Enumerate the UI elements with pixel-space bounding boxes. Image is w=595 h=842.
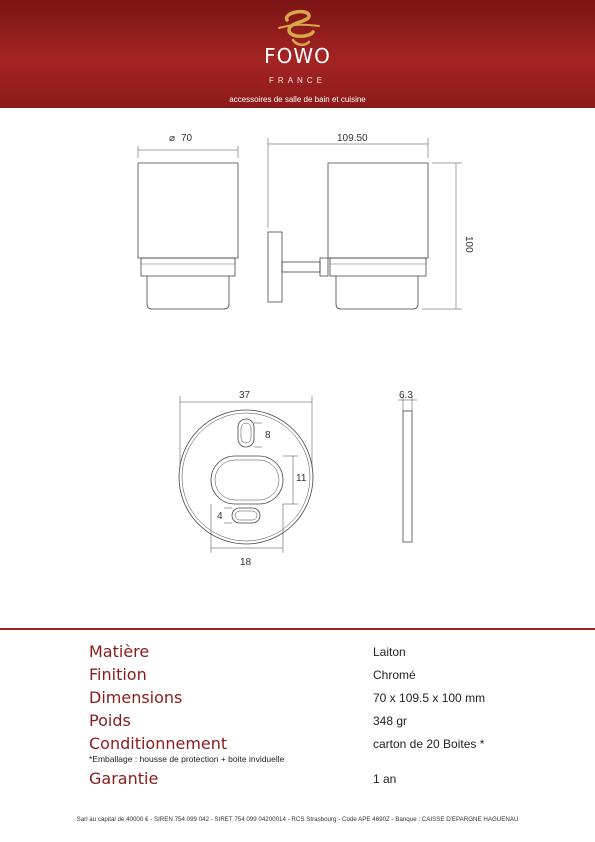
technical-drawing bbox=[0, 108, 595, 628]
spec-value-conditionnement: carton de 20 Boites * bbox=[373, 737, 485, 751]
brand-name: FOWO bbox=[264, 44, 331, 68]
spec-label-conditionnement: Conditionnement bbox=[89, 734, 228, 753]
spec-label-garantie: Garantie bbox=[89, 769, 159, 788]
dim-plate-thickness: 6.3 bbox=[399, 390, 413, 401]
dim-plate-width: 37 bbox=[239, 390, 251, 401]
spec-value-finition: Chromé bbox=[373, 668, 416, 682]
thickness-view bbox=[398, 396, 417, 542]
dim-slot-top: 8 bbox=[265, 430, 271, 441]
header-band bbox=[0, 0, 595, 108]
spec-label-finition: Finition bbox=[89, 665, 147, 684]
spec-value-matiere: Laiton bbox=[373, 645, 406, 659]
dim-front-diameter: 70 bbox=[181, 133, 193, 144]
dim-slot-center: 11 bbox=[296, 473, 307, 484]
dim-front-diameter-symbol: ⌀ bbox=[169, 133, 176, 144]
spec-label-dimensions: Dimensions bbox=[89, 688, 183, 707]
dim-side-height: 100 bbox=[463, 236, 474, 253]
spec-value-dimensions: 70 x 109.5 x 100 mm bbox=[373, 691, 486, 705]
logo-icon bbox=[275, 8, 321, 48]
company-footer: Sarl au capital de 40000 € - SIREN 754 099 042 - SIRET 754 099 04200014 - RCS Strasbourg - Code APE 4690Z - Banque : CAISSE D'EPARGNE HAGUENAU bbox=[76, 816, 519, 823]
spec-value-garantie: 1 an bbox=[373, 772, 397, 786]
side-view bbox=[268, 138, 462, 309]
dim-side-width: 109.50 bbox=[337, 133, 368, 144]
brand-country: FRANCE bbox=[269, 76, 326, 85]
spec-value-poids: 348 gr bbox=[373, 714, 408, 728]
brand-tagline: accessoires de salle de bain et cuisine bbox=[229, 95, 366, 104]
dim-slot-bottom: 4 bbox=[217, 511, 223, 522]
front-view bbox=[138, 146, 238, 309]
section-divider bbox=[0, 628, 595, 630]
packaging-note: *Emballage : housse de protection + boite inviduelle bbox=[89, 754, 285, 764]
dim-center-width: 18 bbox=[240, 557, 252, 568]
plate-view bbox=[179, 396, 313, 553]
spec-label-poids: Poids bbox=[89, 711, 131, 730]
spec-label-matiere: Matière bbox=[89, 642, 150, 661]
